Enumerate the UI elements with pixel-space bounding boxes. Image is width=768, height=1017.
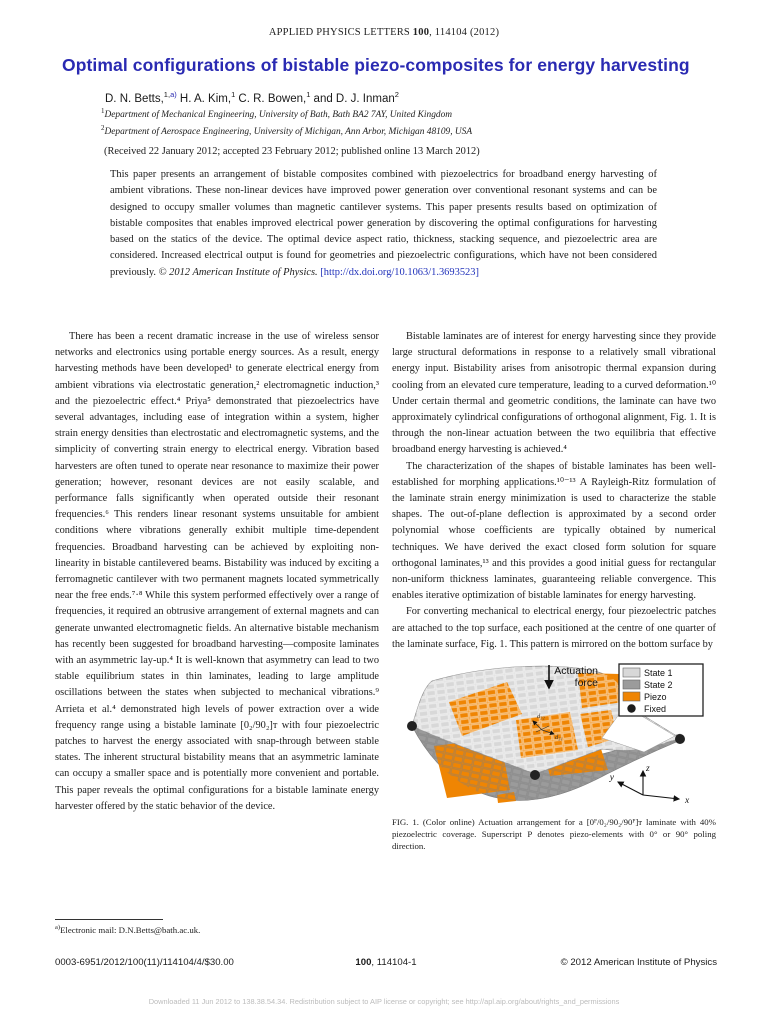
fixed-point [675,734,685,744]
left-column [55,329,379,852]
coordinate-axes [609,764,690,806]
figure-legend [619,664,703,716]
actuation-label-line2: force [574,677,598,690]
author-superscript [164,90,177,99]
journal-issue-info: , 114104 (2012) [429,27,500,38]
axis-y-label: y [609,773,614,784]
abstract [110,167,657,281]
abstract-body: This paper presents an arrangement of bistable composites combined with piezoelectrics for broadband energy harvesting of ambient vibrations. These non-linear devices have improved power generation over conventional resonant systems and can be designed to occupy smaller volumes than magnetic cantilever systems. This paper presents results based on optimization of bistable composites that enables improved electrical power generation by discovering the optimal configurations for harvesting based on the statics of the device. The optimal device aspect ratio, thickness, stacking sequence, and piezoelectric area are considered. Increased electrical output is found for geometries and piezoelectric configurations, which have not been considered previously. [110,169,657,278]
author-affil-ref: 1, [163,90,171,99]
fixed-point [407,721,417,731]
author-superscript: 2 [394,90,399,99]
legend-label: State 1 [644,668,673,679]
body-paragraph: Bistable laminates are of interest for energy harvesting since they provide large structural deformations in response to a relatively small vibrational energy input. Bistability arises from anisotropic thermal expansion during cooling from an elevated cure temperature, leading to a curved deformation.¹⁰ Under certain thermal and geometric conditions, the laminate can have two approximately cylindrical configurations of orthogonal alignment, Fig. 1. It is through the non-linear actuation between the two equilibria that effective broadband energy harvesting is achieved.⁴ [392,331,716,456]
author-name: and D. J. Inman [310,92,395,105]
affiliations [101,105,701,138]
footer-article-number: , 114104-1 [371,957,417,968]
affiliation-line [101,105,701,122]
download-notice: Downloaded 11 Jun 2012 to 138.38.54.34. Redistribution subject to AIP license or copyright; see http://apl.aip.org/about/rights_and_permissions [148,997,620,1006]
journal-name: APPLIED PHYSICS LETTERS [268,27,413,38]
journal-volume: 100 [412,27,430,38]
footer-volume-bold: 100 [355,957,372,968]
figure-1 [392,662,716,852]
legend-swatch-state1 [623,668,640,677]
footnote-rule [55,919,163,920]
received-line: (Received 22 January 2012; accepted 23 February 2012; published online 13 March 2012) [104,146,480,157]
page-title: Optimal configurations of bistable piezo-composites for energy harvesting [62,55,690,75]
affiliation-marker: 1 [101,107,105,115]
two-column-body [55,329,717,852]
footnote-marker: a) [55,924,61,931]
abstract-copyright: © 2012 American Institute of Physics. [158,266,318,278]
author-line [105,90,705,105]
author-footnote [55,919,335,935]
author-superscript: 1 [306,90,311,99]
actuation-label-line1: Actuation [554,665,598,678]
svg-text:d₃₁: d₃₁ [555,734,563,742]
body-paragraph: The characterization of the shapes of bistable laminates has been well-established for morphing applications.¹⁰⁻¹³ A Rayleigh-Ritz formulation of the laminate strain energy minimization is used to characterize the stable shapes. The out-of-plane deflection is approximated by a second order polynomial whose coefficients are typically obtained by numerical techniques. We have derived the exact closed form solution for square orthogonal laminates,¹³ and this provides a good initial guess for rectangular non-uniform thickness laminates, guaranteeing reliable convergence. This enables iterative optimization of bistable laminates for energy harvesting. [392,460,716,602]
footer-issn-price: 0003-6951/2012/100(11)/114104/4/$30.00 [55,957,234,968]
axis-z-label: z [646,764,650,775]
author-name: H. A. Kim, [176,92,232,105]
legend-swatch-piezo [623,692,640,701]
journal-header [0,27,768,38]
legend-swatch-fixed [627,704,635,712]
axis-x-label: x [685,796,690,807]
body-paragraph: There has been a recent dramatic increase in the use of wireless sensor networks and electronics using portable energy sources. As a result, energy harvesting methods have been developed¹ to generate electrical energy from ambient vibrations via electrostatic generation,² electromagnetic induction,³ and the piezoelectric effect.⁴ Priya⁵ demonstrated that piezoelectrics have several advantages, including ease of integration within a system, higher strain energy densities than electrostatic and electromagnetic systems, and the simplicity of converting strain energy to electrical energy. Vibration based harvesters are often tuned to operate near resonance to maximize their power generation; however, resonant devices are not easily scalable, and performance falls significantly when operated outside their resonant frequencies.⁶ This renders linear resonant systems unsuitable for ambient conditions where vibrations generally exhibit multiple time-dependent frequencies. Broadband harvesting can be achieved by exploiting non-linearity in bistable cantilevered beams. Bistability was induced by exciting a ferromagnetic cantilever with two permanent magnets located symmetrically near the free ends.⁷·⁸ While this system performed effectively over a range of frequencies, it required an obtrusive arrangement of external magnets and can generate unwanted electromagnetic fields. An alternative bistable mechanism has recently been suggested for broadband harvesting—composite laminates with an asymmetric lay-up.⁴ It is well-known that asymmetry can lead to two stable equilibrium states in thin laminates, leading to large amplitude oscillations between the states when subjected to mechanical vibrations.⁹ Arrieta et al.⁴ demonstrated high levels of power extraction over a wide frequency range using a bistable laminate [0₂/90₂]ᴛ with four piezoelectric patches to harvest the energy associated with snap-through between stable states. The inherent structural bistability means that an asymmetric laminate can occupy a smaller space and is potentially more convenient and portable. This paper reveals the optimal configurations for a bistable laminate energy harvester offered by the static behavior of the device. [55,331,379,812]
legend-label: Fixed [644,704,667,715]
figure-1-caption: FIG. 1. (Color online) Actuation arrangement for a [0ᴾ/0₂/90₂/90ᴾ]ᴛ laminate with 40% piezoelectric coverage. Superscript P denotes piezo-elements with 0° or 90° poling direction. [392,817,716,852]
author-superscript: 1 [231,90,236,99]
footnote-email[interactable]: Electronic mail: D.N.Betts@bath.ac.uk. [60,924,201,935]
body-paragraph: For converting mechanical to electrical energy, four piezoelectric patches are attached to the top surface, each positioned at the centre of one quarter of the laminate surface, Fig. 1. This pattern is mirrored on the bottom surface by [392,606,716,650]
author-name: C. R. Bowen, [235,92,307,105]
author-name: D. N. Betts, [105,92,164,105]
doi-link[interactable]: [http://dx.doi.org/10.1063/1.3693523] [317,266,479,278]
legend-label: Piezo [644,692,667,703]
author-footnote-link[interactable]: a) [170,90,177,99]
figure-1-canvas [392,662,718,810]
right-column [392,329,716,852]
svg-text:d₃₂: d₃₂ [537,713,545,721]
fixed-point [530,770,540,780]
affiliation-text: Department of Aerospace Engineering, University of Michigan, Ann Arbor, Michigan 48109, USA [104,126,473,137]
footer-copyright: © 2012 American Institute of Physics [560,957,717,968]
affiliation-line [101,122,701,139]
affiliation-marker: 2 [101,123,105,132]
legend-label: State 2 [644,680,673,691]
affiliation-text: Department of Mechanical Engineering, University of Bath, Bath BA2 7AY, United Kingdom [104,110,453,121]
legend-swatch-state2 [623,680,640,689]
